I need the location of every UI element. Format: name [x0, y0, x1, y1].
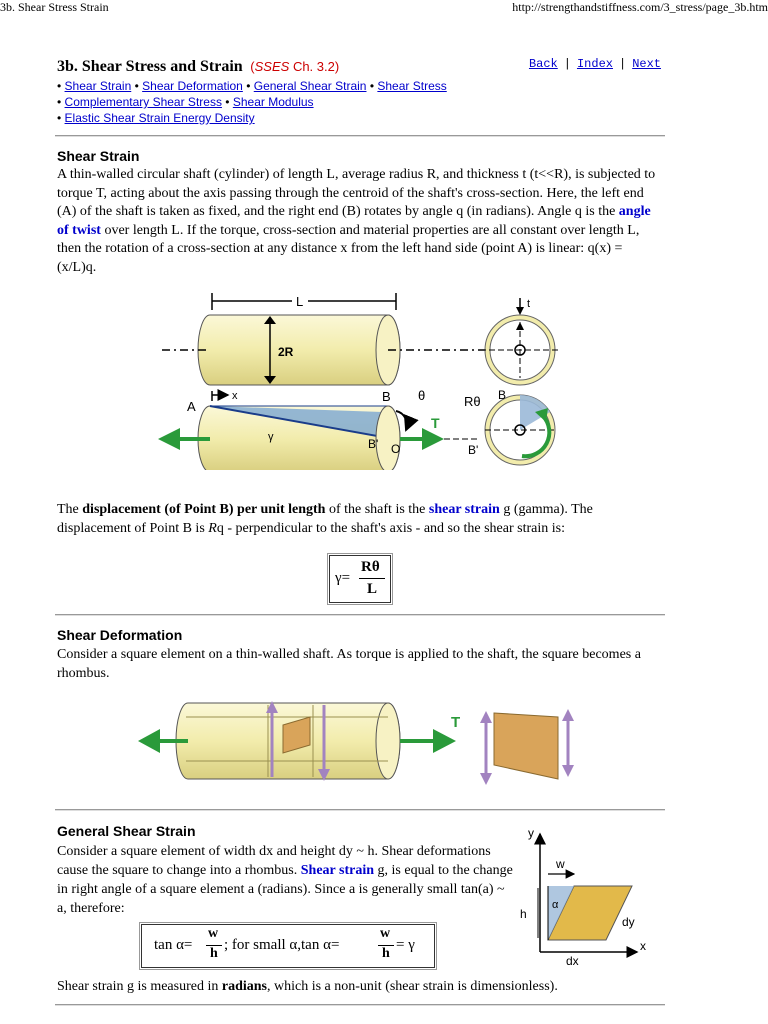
toc-link-shear-modulus[interactable]: Shear Modulus	[232, 95, 314, 109]
general-shear-strain-paragraph	[57, 842, 517, 918]
page-title-text: 3b. Shear Stress and Strain	[57, 58, 243, 75]
torque-arrowhead-left	[138, 729, 160, 753]
general-shear-strain-figure	[512, 822, 662, 972]
formula-h1: h	[210, 946, 218, 961]
label-B-prime-ring: B'	[468, 443, 479, 457]
toc-link-shear-strain[interactable]: Shear Strain	[64, 79, 132, 93]
toc-bullet: •	[369, 79, 375, 93]
page-navigation	[529, 57, 661, 71]
label-x: x	[232, 390, 238, 402]
section-heading-general-shear-strain: General Shear Strain	[57, 823, 196, 839]
shaft-end	[376, 703, 400, 779]
text-run: g (gamma). The displacement of Point B is	[57, 502, 593, 536]
table-of-contents	[57, 78, 447, 126]
bold-radians: radians	[221, 979, 267, 994]
arrow-head	[516, 307, 524, 315]
next-link[interactable]: Next	[632, 57, 661, 71]
label-B: B	[382, 389, 391, 404]
label-t: t	[527, 298, 531, 310]
label-dy: dy	[622, 915, 635, 929]
toc-bullet: •	[57, 111, 62, 125]
section-divider	[55, 1004, 665, 1006]
label-T: T	[451, 714, 461, 731]
torque-arrowhead-right	[433, 729, 456, 753]
nav-separator: |	[618, 57, 627, 71]
label-T: T	[431, 415, 440, 431]
toc-line-2	[57, 94, 447, 110]
formula-tail: = γ	[396, 937, 415, 953]
toc-bullet: •	[57, 95, 62, 109]
label-dx: dx	[566, 954, 579, 968]
section-divider	[55, 135, 665, 137]
formula-w1: w	[208, 926, 219, 941]
keyword-shear-strain: shear strain	[428, 502, 500, 517]
torque-arrowhead-left	[158, 428, 180, 450]
italic-r: R	[208, 520, 217, 536]
label-L: L	[296, 294, 304, 309]
formula-lhs: γ=	[335, 570, 351, 586]
text-run: Shear strain g is measured in	[57, 979, 222, 994]
section-divider	[55, 614, 665, 616]
section-heading-shear-strain: Shear Strain	[57, 148, 140, 164]
page-url: http://strengthandstiffness.com/3_stress/page_3b.htm	[512, 0, 768, 14]
arrow-head	[562, 765, 574, 777]
keyword-shear-strain: Shear strain	[300, 863, 375, 878]
arrow-head	[480, 711, 492, 723]
ref-italic: SSES	[254, 59, 290, 74]
chapter-reference	[247, 59, 340, 74]
index-link[interactable]: Index	[576, 57, 613, 71]
formula-h2: h	[382, 946, 390, 961]
label-B-prime: B'	[368, 437, 379, 451]
toc-bullet: •	[225, 95, 230, 109]
shear-strain-formula	[329, 555, 391, 603]
label-y: y	[528, 826, 534, 840]
shaft-torsion-figure	[150, 288, 570, 470]
displacement-paragraph	[57, 501, 665, 538]
text-run: g, is equal to the change in right angle of a square element a (radians). Since a is generally small tan(a) ~ a, therefore:	[57, 863, 513, 916]
section-heading-shear-deformation: Shear Deformation	[57, 627, 183, 643]
toc-link-complementary-shear-stress[interactable]: Complementary Shear Stress	[64, 95, 222, 109]
label-B-ring: B	[498, 388, 507, 402]
label-r-theta: Rθ	[464, 394, 481, 409]
shear-strain-paragraph	[57, 166, 665, 277]
toc-bullet: •	[134, 79, 139, 93]
formula-numerator: Rθ	[361, 559, 380, 575]
text-run: The	[57, 502, 83, 517]
back-link[interactable]: Back	[528, 57, 558, 71]
arrow-head	[562, 709, 574, 721]
label-O: O	[391, 442, 401, 456]
formula-denominator: L	[367, 581, 378, 597]
formula-mid: ; for small α,tan α=	[224, 937, 340, 953]
text-run: A thin-walled circular shaft (cylinder) of length L, average radius R, and thickness t (t<<R), is subjected to torque T, acting about the axis passing through the centroid of the shaft's cross-section. Here, the left end (A) of the shaft is taken as fixed, and the right end (B) rotates by angle q (in radians). Angle q is the	[57, 167, 656, 219]
label-alpha: α	[552, 899, 559, 911]
label-w: w	[556, 857, 565, 871]
label-h: h	[520, 907, 527, 921]
label-theta: θ	[418, 388, 426, 403]
toc-bullet: •	[246, 79, 251, 93]
toc-bullet: •	[57, 79, 62, 93]
toc-link-general-shear-strain[interactable]: General Shear Strain	[253, 79, 367, 93]
keyword-angle-of-twist: angle of twist	[57, 204, 651, 238]
toc-link-shear-deformation[interactable]: Shear Deformation	[142, 79, 243, 93]
text-run: q	[216, 520, 224, 536]
shaft-upper	[198, 315, 400, 385]
bold-displacement: displacement (of Point B) per unit length	[82, 502, 326, 517]
arrow-head	[480, 773, 492, 785]
toc-link-elastic-energy[interactable]: Elastic Shear Strain Energy Density	[64, 111, 255, 125]
shear-deformation-figure	[138, 695, 588, 795]
toc-line-1	[57, 78, 447, 94]
text-run: of the shaft is the	[325, 502, 429, 517]
label-x: x	[640, 939, 646, 953]
page-title	[57, 58, 339, 76]
formula-w2: w	[380, 926, 391, 941]
ref-prefix: (	[250, 59, 255, 74]
radians-paragraph	[57, 978, 665, 997]
label-A: A	[187, 399, 196, 414]
toc-line-3	[57, 110, 447, 126]
toc-link-shear-stress[interactable]: Shear Stress	[377, 79, 447, 93]
formula-tan: tan α=	[154, 937, 193, 953]
torque-arrowhead-right	[422, 428, 444, 450]
nav-separator: |	[563, 57, 571, 71]
fraction-bar	[359, 578, 385, 579]
tan-alpha-formula	[141, 924, 435, 968]
label-gamma: γ	[268, 431, 274, 443]
shear-deformation-paragraph: Consider a square element on a thin-walled shaft. As torque is applied to the shaft, the square becomes a rhombus.	[57, 647, 641, 681]
rhombus-element	[494, 713, 558, 779]
label-2r: 2R	[278, 345, 294, 359]
tab-title: 3b. Shear Stress Strain	[0, 0, 109, 14]
ref-rest: Ch. 3.2)	[289, 59, 340, 74]
text-run: Consider a square element of width dx and height dy ~ h. Shear deformations cause the square to change into a rhombus.	[57, 844, 491, 878]
text-run: - perpendicular to the shaft's axis - and so the shear strain is:	[223, 520, 565, 536]
text-run: , which is a non-unit (shear strain is dimensionless).	[266, 979, 558, 994]
section-divider	[55, 809, 665, 811]
text-run: over length L. If the torque, cross-section and material properties are all constant over length L, then the rotation of a cross-section at any distance x from the left hand side (point A) is linear: q(x) = (x/L)q.	[57, 222, 640, 275]
shaft-end	[376, 406, 400, 470]
